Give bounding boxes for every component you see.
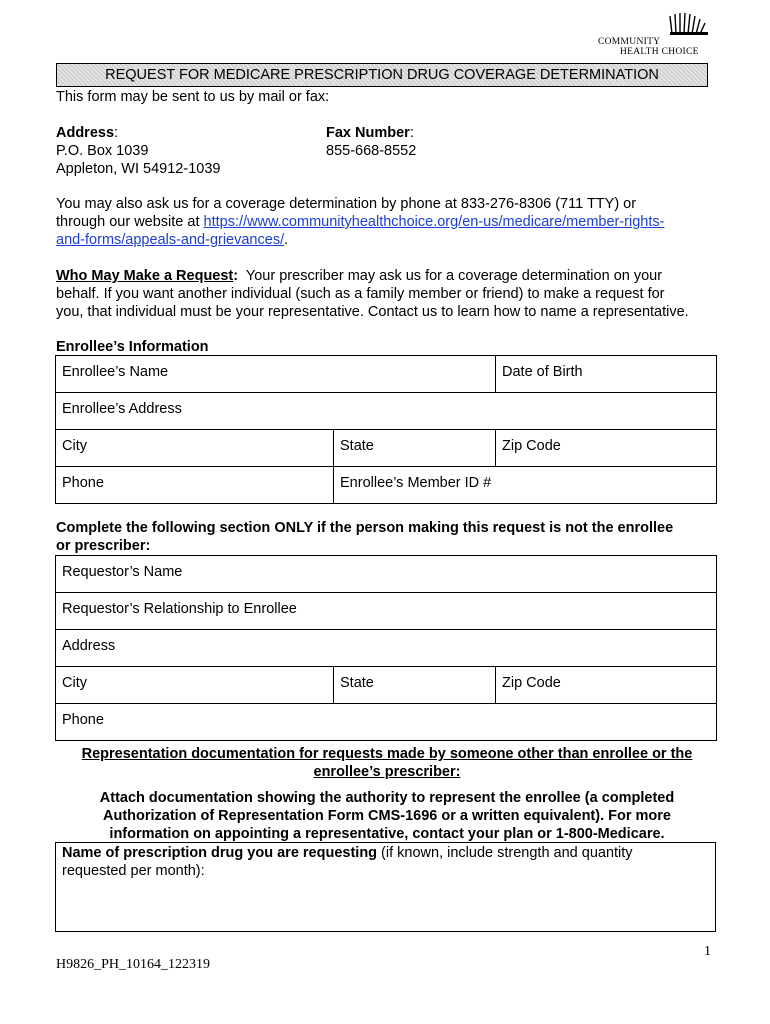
fax-heading: Fax Number: — [326, 125, 414, 141]
requestor-heading-line2: or prescriber: — [56, 538, 151, 554]
phone-para-line3 — [56, 231, 288, 249]
attach-text-line3: information on appointing a representative, contact your plan or 1-800-Medicare. — [109, 826, 665, 842]
requestor-relationship-field[interactable]: Requestor’s Relationship to Enrollee — [56, 593, 717, 630]
enrollee-heading: Enrollee’s Information — [56, 339, 209, 355]
form-code: H9826_PH_10164_122319 — [56, 957, 211, 972]
phone-para-suffix: . — [284, 232, 289, 248]
enrollee-info-table — [55, 355, 717, 504]
requestor-city-field[interactable]: City — [56, 667, 334, 704]
requestor-address-field[interactable]: Address — [56, 630, 717, 667]
address-label: Address — [56, 125, 115, 141]
requestor-name-field[interactable]: Requestor’s Name — [56, 556, 717, 593]
drug-label-line2: requested per month): — [62, 863, 205, 879]
fax-label: Fax Number — [326, 125, 410, 141]
requestor-state-field[interactable]: State — [334, 667, 496, 704]
who-may-line3: you, that individual must be your representative. Contact us to learn how to name a representative. — [56, 304, 689, 320]
who-may-label: Who May Make a Request — [56, 268, 234, 284]
date-of-birth-field[interactable]: Date of Birth — [496, 356, 717, 393]
drug-label-bold: Name of prescription drug you are requesting — [62, 845, 378, 861]
enrollee-name-field[interactable]: Enrollee’s Name — [56, 356, 496, 393]
address-line2: Appleton, WI 54912-1039 — [56, 161, 221, 177]
phone-para-line1: You may also ask us for a coverage determination by phone at 833-276-8306 (711 TTY) or — [56, 196, 637, 212]
intro-text: This form may be sent to us by mail or fax: — [56, 89, 330, 105]
enrollee-state-field[interactable]: State — [334, 430, 496, 467]
community-health-choice-logo — [590, 10, 710, 60]
address-heading: Address: — [56, 125, 119, 141]
enrollee-city-field[interactable]: City — [56, 430, 334, 467]
representation-heading-line1: Representation documentation for requests made by someone other than enrollee or the — [81, 746, 693, 762]
table-row — [56, 356, 717, 393]
logo-text-line1: COMMUNITY — [598, 37, 661, 47]
requestor-heading-line1: Complete the following section ONLY if the person making this request is not the enrollee — [56, 520, 674, 536]
requestor-zip-field[interactable]: Zip Code — [496, 667, 717, 704]
requestor-phone-field[interactable]: Phone — [56, 704, 717, 741]
who-may-line2: behalf. If you want another individual (such as a family member or friend) to make a request for — [56, 286, 665, 302]
drug-label-rest: (if known, include strength and quantity — [377, 845, 633, 861]
enrollee-phone-field[interactable]: Phone — [56, 467, 334, 504]
representation-heading-line2: enrollee’s prescriber: — [313, 764, 461, 780]
table-row — [56, 467, 717, 504]
attach-text-line2: Authorization of Representation Form CMS-1696 or a written equivalent). For more — [103, 808, 671, 824]
enrollee-member-id-field[interactable]: Enrollee’s Member ID # — [334, 467, 717, 504]
logo-text-line2: HEALTH CHOICE — [620, 47, 699, 57]
attach-text-line1: Attach documentation showing the authority to represent the enrollee (a completed — [99, 790, 675, 806]
enrollee-address-field[interactable]: Enrollee’s Address — [56, 393, 717, 430]
table-row — [56, 430, 717, 467]
who-may-line1: Who May Make a Request: Your prescriber may ask us for a coverage determination on your — [56, 268, 663, 284]
fax-number: 855-668-8552 — [326, 143, 417, 159]
requestor-info-table — [55, 555, 717, 741]
drug-label-line1 — [62, 844, 633, 862]
table-row — [56, 556, 717, 593]
page-number: 1 — [704, 944, 711, 959]
prescription-drug-field[interactable] — [55, 842, 716, 932]
enrollee-zip-field[interactable]: Zip Code — [496, 430, 717, 467]
table-row — [56, 667, 717, 704]
phone-para-prefix: through our website at — [56, 214, 204, 230]
who-may-text1: Your prescriber may ask us for a coverage determination on your — [245, 268, 663, 284]
website-link-part1[interactable]: https://www.communityhealthchoice.org/en-us/medicare/member-rights- — [203, 214, 665, 230]
address-line1: P.O. Box 1039 — [56, 143, 149, 159]
table-row — [56, 630, 717, 667]
website-link-part2[interactable]: and-forms/appeals-and-grievances/ — [56, 232, 285, 248]
table-row — [56, 593, 717, 630]
phone-para-line2 — [56, 213, 664, 231]
table-row — [56, 393, 717, 430]
table-row — [56, 704, 717, 741]
form-title: REQUEST FOR MEDICARE PRESCRIPTION DRUG COVERAGE DETERMINATION — [56, 63, 708, 87]
